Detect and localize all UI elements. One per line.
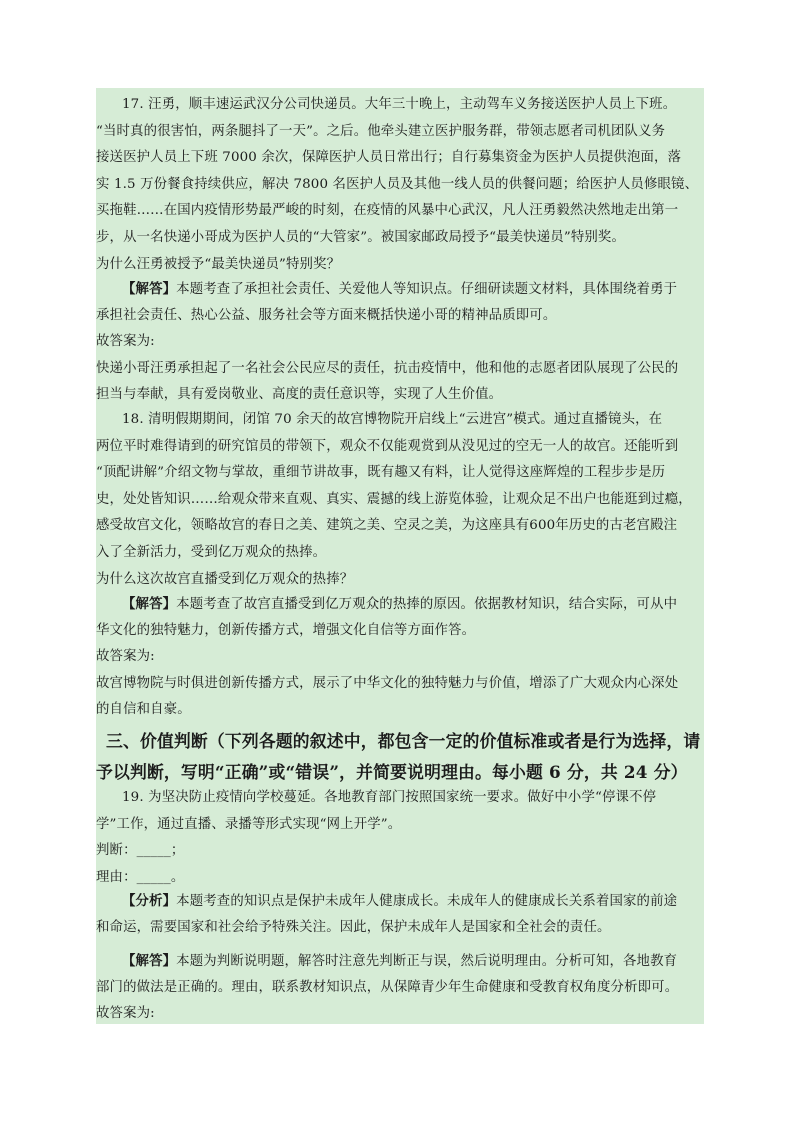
question-text-line: 感受故宫文化，领略故宫的春日之美、建筑之美、空灵之美，为这座具有600年历史的古老宫殿注 [96,518,678,534]
analysis-line [96,888,704,915]
question-text-line: 19. 为坚决防止疫情向学校蔓延。各地教育部门按照国家统一要求。做好中小学“停课不停 [122,790,657,805]
final-answer-line: 担当与奉献，具有爱岗敬业、高度的责任意识等，实现了人生价值。 [96,387,503,403]
question-18 [96,407,704,593]
answer-line: 华文化的独特魅力，创新传播方式，增强文化自信等方面作答。 [96,622,476,638]
answer-label: 故答案为: [96,649,155,665]
section-heading-line: 三、价值判断（下列各题的叙述中，都包含一定的价值标准或者是行为选择，请 [106,731,701,751]
question-text-line: 学”工作，通过直播、录播等形式实现“网上开学”。 [96,816,402,832]
answer-line: 部门的做法是正确的。理由，联系教材知识点，从保障青少年生命健康和受教育权角度分析即可。 [96,979,679,995]
answer-tag: 【解答】 [122,953,177,969]
answer-19 [96,948,704,1028]
analysis-line: 和命运，需要国家和社会给予特殊关注。因此，保护未成年人是国家和全社会的责任。 [96,919,611,935]
answer-tag: 【解答】 [122,596,177,612]
section-heading-line: 予以判断，写明“正确”或“错误”，并简要说明理由。每小题 6 分，共 24 分） [96,762,688,782]
answer-text: 本题考查了承担社会责任、关爱他人等知识点。仔细研读题文材料，具体围绕着勇于 [176,282,678,297]
document-page [96,88,704,1024]
answer-line [96,276,704,303]
question-text-line: 步，从一名快递小哥成为医护人员的“大管家”。被国家邮政局授予“最美快递员”特别奖。 [96,229,625,245]
answer-label: 故答案为: [96,334,155,350]
question-text-line: 17. 汪勇，顺丰速运武汉分公司快递员。大年三十晚上，主动驾车义务接送医护人员上下班。 [122,97,677,112]
answer-17 [96,276,704,409]
question-text-line: 入了全新活力，受到亿万观众的热捧。 [96,544,327,560]
answer-text: 本题为判断说明题，解答时注意先判断正与误，然后说明理由。分析可知，各地教育 [176,954,678,969]
question-text-line: 实 1.5 万份餐食持续供应，解决 7800 名医护人员及其他一线人员的供餐问题；给医护人员修眼镜、 [96,176,699,192]
final-answer-line: 故宫博物院与时俱进创新传播方式，展示了中华文化的独特魅力与价值，增添了广大观众内心深处 [96,675,679,691]
question-17 [96,92,704,278]
question-text-line: 史，处处皆知识……给观众带来直观、真实、震撼的线上游览体验，让观众足不出户也能逛到过瘾， [96,491,692,507]
judge-line: 判断：_____； [96,843,185,859]
answer-text: 本题考查了故宫直播受到亿万观众的热捧的原因。依据教材知识，结合实际，可从中 [176,597,678,612]
question-text-line: 18. 清明假期期间，闭馆 70 余天的故宫博物院开启线上“云进宫”模式。通过直播镜头，在 [122,412,663,427]
reason-line: 理由：_____。 [96,869,185,885]
question-prompt: 为什么这次故宫直播受到亿万观众的热捧？ [96,571,354,587]
answer-line: 承担社会责任、热心公益、服务社会等方面来概括快递小哥的精神品质即可。 [96,307,557,323]
section-heading [96,726,704,788]
answer-line [96,591,704,618]
analysis-tag: 【分析】 [122,893,177,909]
answer-label: 故答案为: [96,1006,155,1022]
answer-18 [96,591,704,724]
question-text-line: 买拖鞋……在国内疫情形势最严峻的时刻，在疫情的风暴中心武汉，凡人汪勇毅然决然地走出第一 [96,203,679,219]
question-text-line: 接送医护人员上下班 7000 余次，保障医护人员日常出行；自行募集资金为医护人员提供泡面，落 [96,150,682,166]
final-answer-line: 快递小哥汪勇承担起了一名社会公民应尽的责任，抗击疫情中，他和他的志愿者团队展现了公民的 [96,360,679,376]
question-19 [96,785,704,891]
analysis-19 [96,888,704,941]
final-answer-line: 的自信和自豪。 [96,702,191,718]
answer-line [96,948,704,975]
analysis-text: 本题考查的知识点是保护未成年人健康成长。未成年人的健康成长关系着国家的前途 [176,894,678,909]
question-text-line: 两位平时难得请到的研究馆员的带领下，观众不仅能观赏到从没见过的空无一人的故宫。还能听到 [96,438,679,454]
question-prompt: 为什么汪勇被授予“最美快递员”特别奖？ [96,256,341,272]
question-text-line: “顶配讲解”介绍文物与掌故，重细节讲故事，既有趣又有料，让人觉得这座辉煌的工程步步是历 [96,465,666,481]
answer-tag: 【解答】 [122,281,177,297]
question-text-line: “当时真的很害怕，两条腿抖了一天”。之后。他牵头建立医护服务群，带领志愿者司机团队义务 [96,123,666,139]
